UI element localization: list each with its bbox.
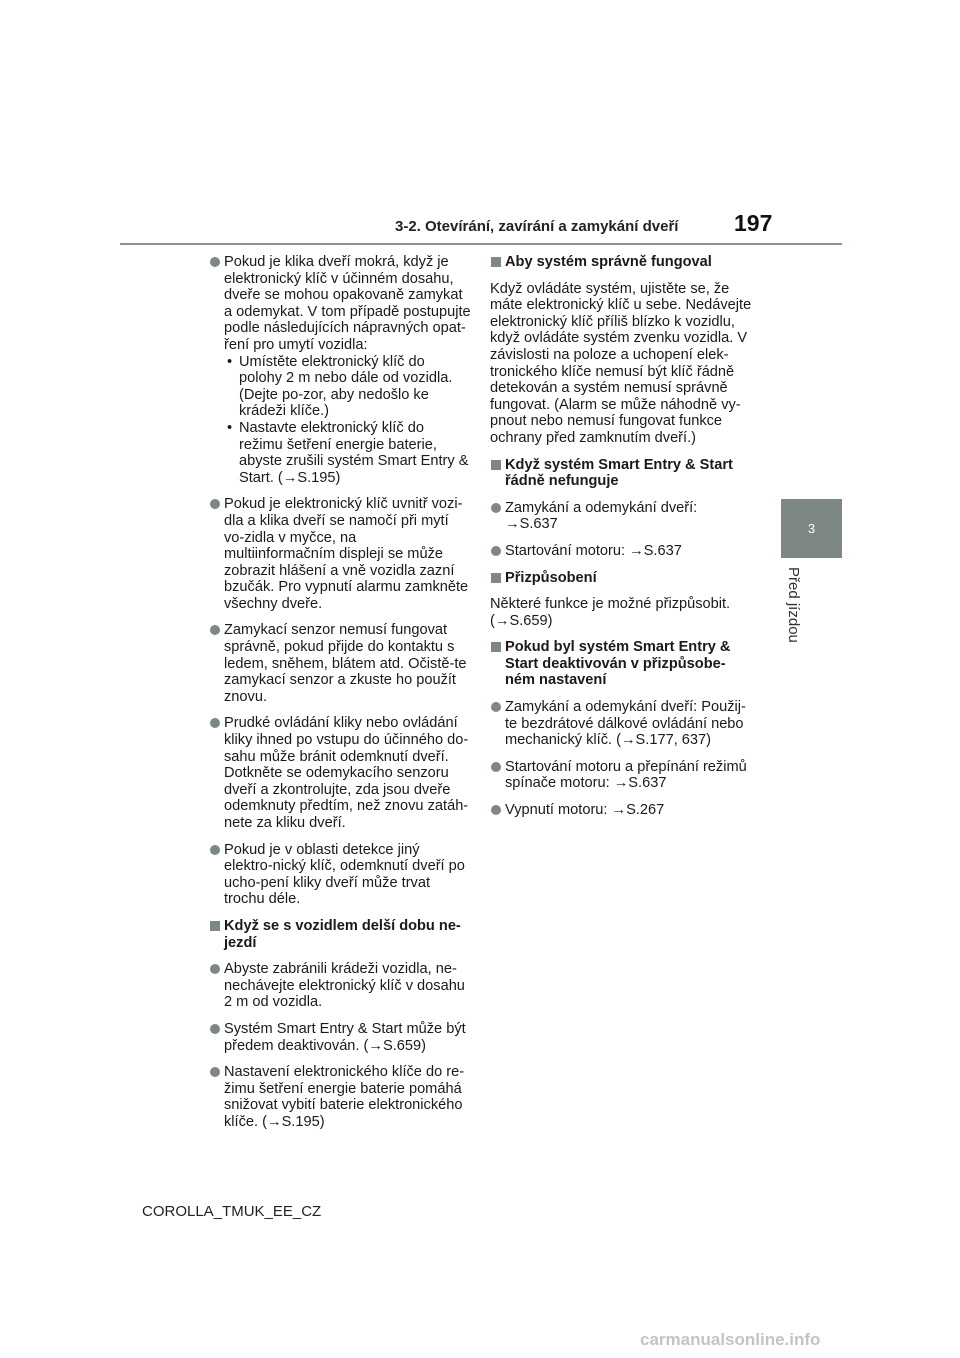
list-item: Nastavení elektronického klíče do re-žimu šetření energie baterie pomáhá snižovat vybití baterie elektronického klíče. (→S.195): [209, 1064, 471, 1130]
paragraph: Když ovládáte systém, ujistěte se, že máte elektronický klíč u sebe. Nedávejte elektronický klíč příliš blízko k vozidlu, když ovládáte systém zvenku vozidla. V závislosti na poloze a uchopení elek-tronického klíče nemusí být klíč řádně detekován a systém nemusí správně fungovat. (Alarm se může náhodně vy-pnout nebo nemusí fungovat funkce ochrany před zamknutím dveří.): [490, 280, 752, 446]
list-item: Pokud je v oblasti detekce jiný elektro-nický klíč, odemknutí dveří po ucho-pení kliky dveří může trvat trochu déle.: [209, 842, 471, 908]
chapter-number: 3: [807, 521, 816, 536]
list-item: Startování motoru a přepínání režimů spínače motoru: →S.637: [490, 759, 752, 792]
list-item: Startování motoru: →S.637: [490, 543, 752, 560]
list-item: Abyste zabránili krádeži vozidla, ne-nechávejte elektronický klíč v dosahu 2 m od vozidla.: [209, 961, 471, 1011]
section-heading: Aby systém správně fungoval: [490, 254, 752, 271]
right-column: [490, 254, 752, 829]
section-heading: Když systém Smart Entry & Start řádně nefunguje: [490, 457, 752, 490]
list-item: Systém Smart Entry & Start může být předem deaktivován. (→S.659): [209, 1021, 471, 1054]
sub-list-item: • Nastavte elektronický klíč do režimu šetření energie baterie, abyste zrušili systém Smart Entry & Start. (→S.195): [224, 420, 471, 486]
chapter-tab: [781, 499, 842, 558]
section-title: 3-2. Otevírání, zavírání a zamykání dveří: [395, 218, 679, 235]
sub-list-item: • Umístěte elektronický klíč do polohy 2 m nebo dále od vozidla. (Dejte po-zor, aby nedošlo ke krádeži klíče.): [224, 354, 471, 420]
left-column: [209, 254, 471, 1141]
list-item: Pokud je elektronický klíč uvnitř vozi-dla a klika dveří se namočí při mytí vo-zidla v myčce, na multiinformačním displeji se může zobrazit hlášení a vně vozidla zazní bzučák. Pro vypnutí alarmu zamkněte všechny dveře.: [209, 496, 471, 612]
section-heading: Když se s vozidlem delší dobu ne-jezdí: [209, 918, 471, 951]
page-number: 197: [734, 210, 773, 236]
header-divider: [120, 243, 842, 245]
list-item-text: Pokud je klika dveří mokrá, když je elektronický klíč v účinném dosahu, dveře se mohou opakovaně zamykat a odemykat. V tom případě postupujte podle následujících nápravných opat-ření pro umytí vozidla:: [224, 254, 471, 353]
list-item: Vypnutí motoru: →S.267: [490, 802, 752, 819]
paragraph: Některé funkce je možné přizpůsobit. (→S.659): [490, 596, 731, 629]
chapter-title: Před jízdou: [785, 567, 802, 643]
watermark: carmanualsonline.info: [640, 1330, 821, 1349]
list-item: Zamykání a odemykání dveří: Použij-te bezdrátové dálkové ovládání nebo mechanický klíč. (→S.177, 637): [490, 699, 752, 749]
list-item: Zamykací senzor nemusí fungovat správně, pokud přijde do kontaktu s ledem, sněhem, blátem atd. Očistě-te zamykací senzor a zkuste ho použít znovu.: [209, 622, 471, 705]
section-heading: Pokud byl systém Smart Entry & Start deaktivován v přizpůsobe-ném nastavení: [490, 639, 752, 689]
document-code: COROLLA_TMUK_EE_CZ: [142, 1203, 322, 1220]
list-item: [209, 254, 471, 486]
section-heading: Přizpůsobení: [490, 570, 752, 587]
list-item: Prudké ovládání kliky nebo ovládání kliky ihned po vstupu do účinného do-sahu může bránit odemknutí dveří. Dotkněte se odemykacího senzoru dveří a zkontrolujte, zda jsou dveře odemknuty předtím, než znovu zatáh-nete za kliku dveří.: [209, 715, 471, 831]
list-item: Zamykání a odemykání dveří: →S.637: [490, 500, 752, 533]
